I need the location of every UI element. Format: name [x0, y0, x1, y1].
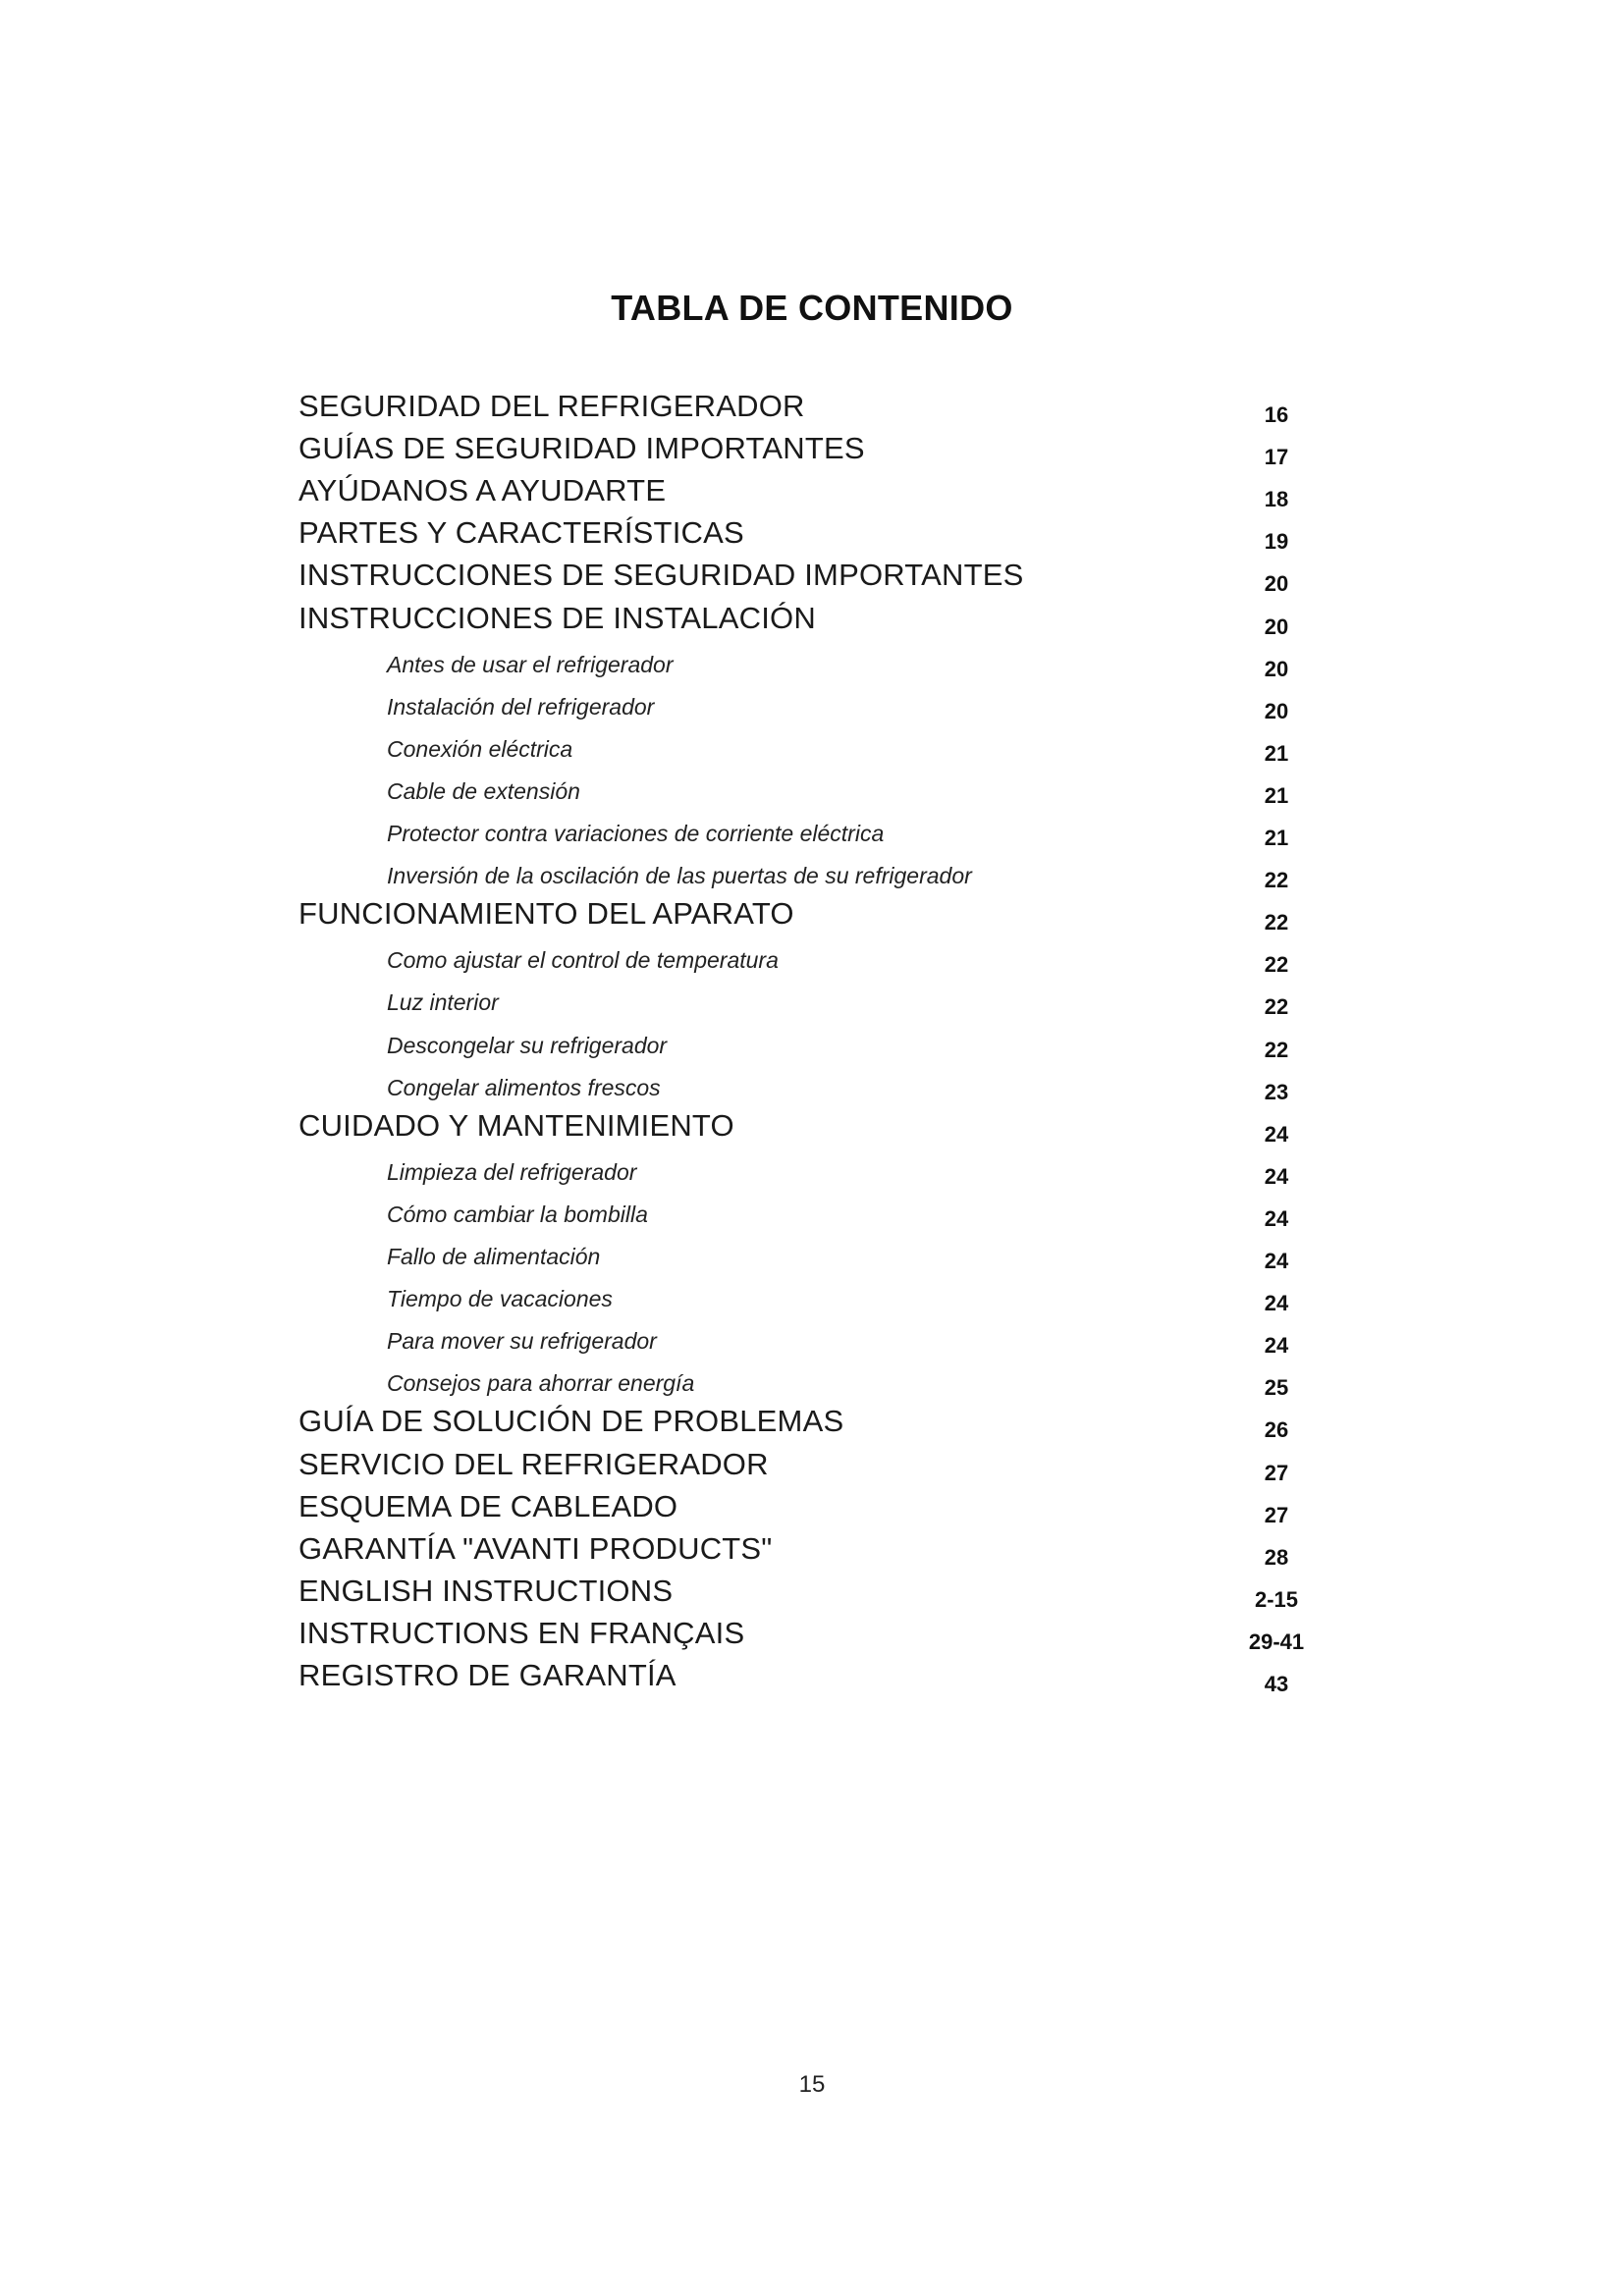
toc-entry-page: 22 [1264, 994, 1289, 1020]
toc-subsection-entry [0, 981, 1624, 1020]
toc-entry-label: ESQUEMA DE CABLEADO [298, 1488, 678, 1523]
toc-entry-label: REGISTRO DE GARANTÍA [298, 1658, 677, 1692]
toc-section-entry [0, 1574, 1624, 1613]
toc-entry-label: Luz interior [387, 989, 499, 1016]
toc-entry-label: GUÍAS DE SEGURIDAD IMPORTANTES [298, 431, 865, 466]
toc-entry-label: Limpieza del refrigerador [387, 1158, 637, 1185]
toc-subsection-entry [0, 1277, 1624, 1316]
toc-entry-page: 20 [1264, 571, 1289, 597]
toc-entry-label: Como ajustar el control de temperatura [387, 947, 779, 974]
toc-subsection-entry [0, 727, 1624, 767]
toc-section-entry [0, 515, 1624, 555]
toc-entry-label: Cable de extensión [387, 777, 580, 804]
toc-entry-page: 19 [1264, 529, 1289, 555]
toc-entry-label: Consejos para ahorrar energía [387, 1370, 695, 1397]
toc-section-entry [0, 558, 1624, 597]
toc-entry-label: GARANTÍA "AVANTI PRODUCTS" [298, 1530, 773, 1566]
toc-entry-label: SERVICIO DEL REFRIGERADOR [298, 1446, 769, 1481]
toc-entry-label: Cómo cambiar la bombilla [387, 1201, 648, 1227]
toc-section-entry [0, 601, 1624, 640]
toc-entry-page: 21 [1264, 782, 1289, 808]
toc-entry-label: Descongelar su refrigerador [387, 1032, 668, 1058]
toc-entry-label: Antes de usar el refrigerador [387, 651, 674, 677]
toc-subsection-entry [0, 1150, 1624, 1190]
toc-entry-page: 24 [1264, 1291, 1289, 1316]
toc-section-entry [0, 1531, 1624, 1571]
toc-entry-label: PARTES Y CARACTERÍSTICAS [298, 515, 744, 551]
toc-entry-label: INSTRUCCIONES DE SEGURIDAD IMPORTANTES [298, 558, 1024, 593]
toc-entry-label: Protector contra variaciones de corriente eléctrica [387, 821, 885, 846]
toc-entry-page: 24 [1264, 1163, 1289, 1189]
toc-entry-page: 21 [1264, 740, 1289, 766]
toc-subsection-entry [0, 1024, 1624, 1063]
toc-entry-page: 27 [1264, 1502, 1289, 1527]
page-title: TABLA DE CONTENIDO [611, 288, 1013, 328]
toc-entry-page: 28 [1264, 1544, 1289, 1570]
toc-section-entry [0, 473, 1624, 512]
toc-entry-page: 24 [1264, 1121, 1289, 1147]
toc-entry-label: Para mover su refrigerador [387, 1328, 657, 1355]
toc-section-entry [0, 1489, 1624, 1528]
toc-entry-page: 22 [1264, 1037, 1289, 1062]
toc-entry-page: 26 [1264, 1417, 1289, 1443]
toc-section-entry [0, 1108, 1624, 1148]
toc-entry-label: AYÚDANOS A AYUDARTE [298, 473, 667, 508]
toc-section-entry [0, 389, 1624, 428]
toc-entry-label: Instalación del refrigerador [387, 693, 655, 720]
toc-entry-page: 22 [1264, 952, 1289, 978]
toc-entry-label: Tiempo de vacaciones [387, 1286, 613, 1312]
toc-entry-page: 22 [1264, 868, 1289, 893]
toc-entry-page: 20 [1264, 698, 1289, 723]
toc-entry-label: Inversión de la oscilación de las puertas de su refrigerador [387, 863, 972, 889]
toc-section-entry [0, 896, 1624, 935]
toc-entry-page: 24 [1264, 1333, 1289, 1359]
toc-entry-label: INSTRUCCIONES DE INSTALACIÓN [298, 600, 816, 635]
toc-entry-page: 22 [1264, 910, 1289, 935]
toc-entry-page: 24 [1264, 1249, 1289, 1273]
toc-subsection-entry [0, 1066, 1624, 1105]
toc-subsection-entry [0, 685, 1624, 724]
toc-entry-page: 27 [1264, 1460, 1289, 1485]
toc-subsection-entry [0, 770, 1624, 809]
toc-subsection-entry [0, 938, 1624, 978]
toc-entry-label: Congelar alimentos frescos [387, 1074, 661, 1100]
toc-subsection-entry [0, 1235, 1624, 1274]
toc-section-entry [0, 1658, 1624, 1697]
toc-entry-page: 29-41 [1248, 1629, 1305, 1654]
toc-entry-label: ENGLISH INSTRUCTIONS [298, 1573, 674, 1608]
toc-subsection-entry [0, 1193, 1624, 1232]
toc-section-entry [0, 1404, 1624, 1443]
toc-entry-label: SEGURIDAD DEL REFRIGERADOR [298, 389, 805, 423]
toc-subsection-entry [0, 643, 1624, 682]
toc-entry-page: 20 [1264, 614, 1289, 639]
toc-entry-page: 24 [1264, 1205, 1289, 1231]
toc-entry-label: Conexión eléctrica [387, 735, 573, 762]
toc-entry-page: 17 [1264, 445, 1289, 470]
toc-subsection-entry [0, 854, 1624, 893]
toc-section-entry [0, 1447, 1624, 1486]
toc-subsection-entry [0, 812, 1624, 851]
toc-entry-page: 2-15 [1254, 1586, 1299, 1612]
toc-entry-label: Fallo de alimentación [387, 1244, 601, 1269]
toc-entry-page: 16 [1264, 402, 1289, 427]
toc-entry-page: 21 [1264, 826, 1289, 850]
toc-entry-page: 25 [1264, 1375, 1289, 1401]
toc-subsection-entry [0, 1319, 1624, 1359]
toc-entry-label: FUNCIONAMIENTO DEL APARATO [298, 896, 794, 932]
toc-subsection-entry [0, 1362, 1624, 1401]
toc-section-entry [0, 1616, 1624, 1655]
toc-entry-page: 23 [1264, 1079, 1289, 1104]
toc-entry-page: 18 [1264, 487, 1289, 512]
toc-entry-page: 43 [1264, 1672, 1289, 1696]
page-number: 15 [798, 2071, 826, 2098]
toc-section-entry [0, 431, 1624, 470]
toc-entry-label: GUÍA DE SOLUCIÓN DE PROBLEMAS [298, 1404, 844, 1439]
toc-entry-page: 20 [1264, 656, 1289, 681]
toc-entry-label: INSTRUCTIONS EN FRANÇAIS [298, 1615, 745, 1650]
toc-entry-label: CUIDADO Y MANTENIMIENTO [298, 1107, 734, 1143]
